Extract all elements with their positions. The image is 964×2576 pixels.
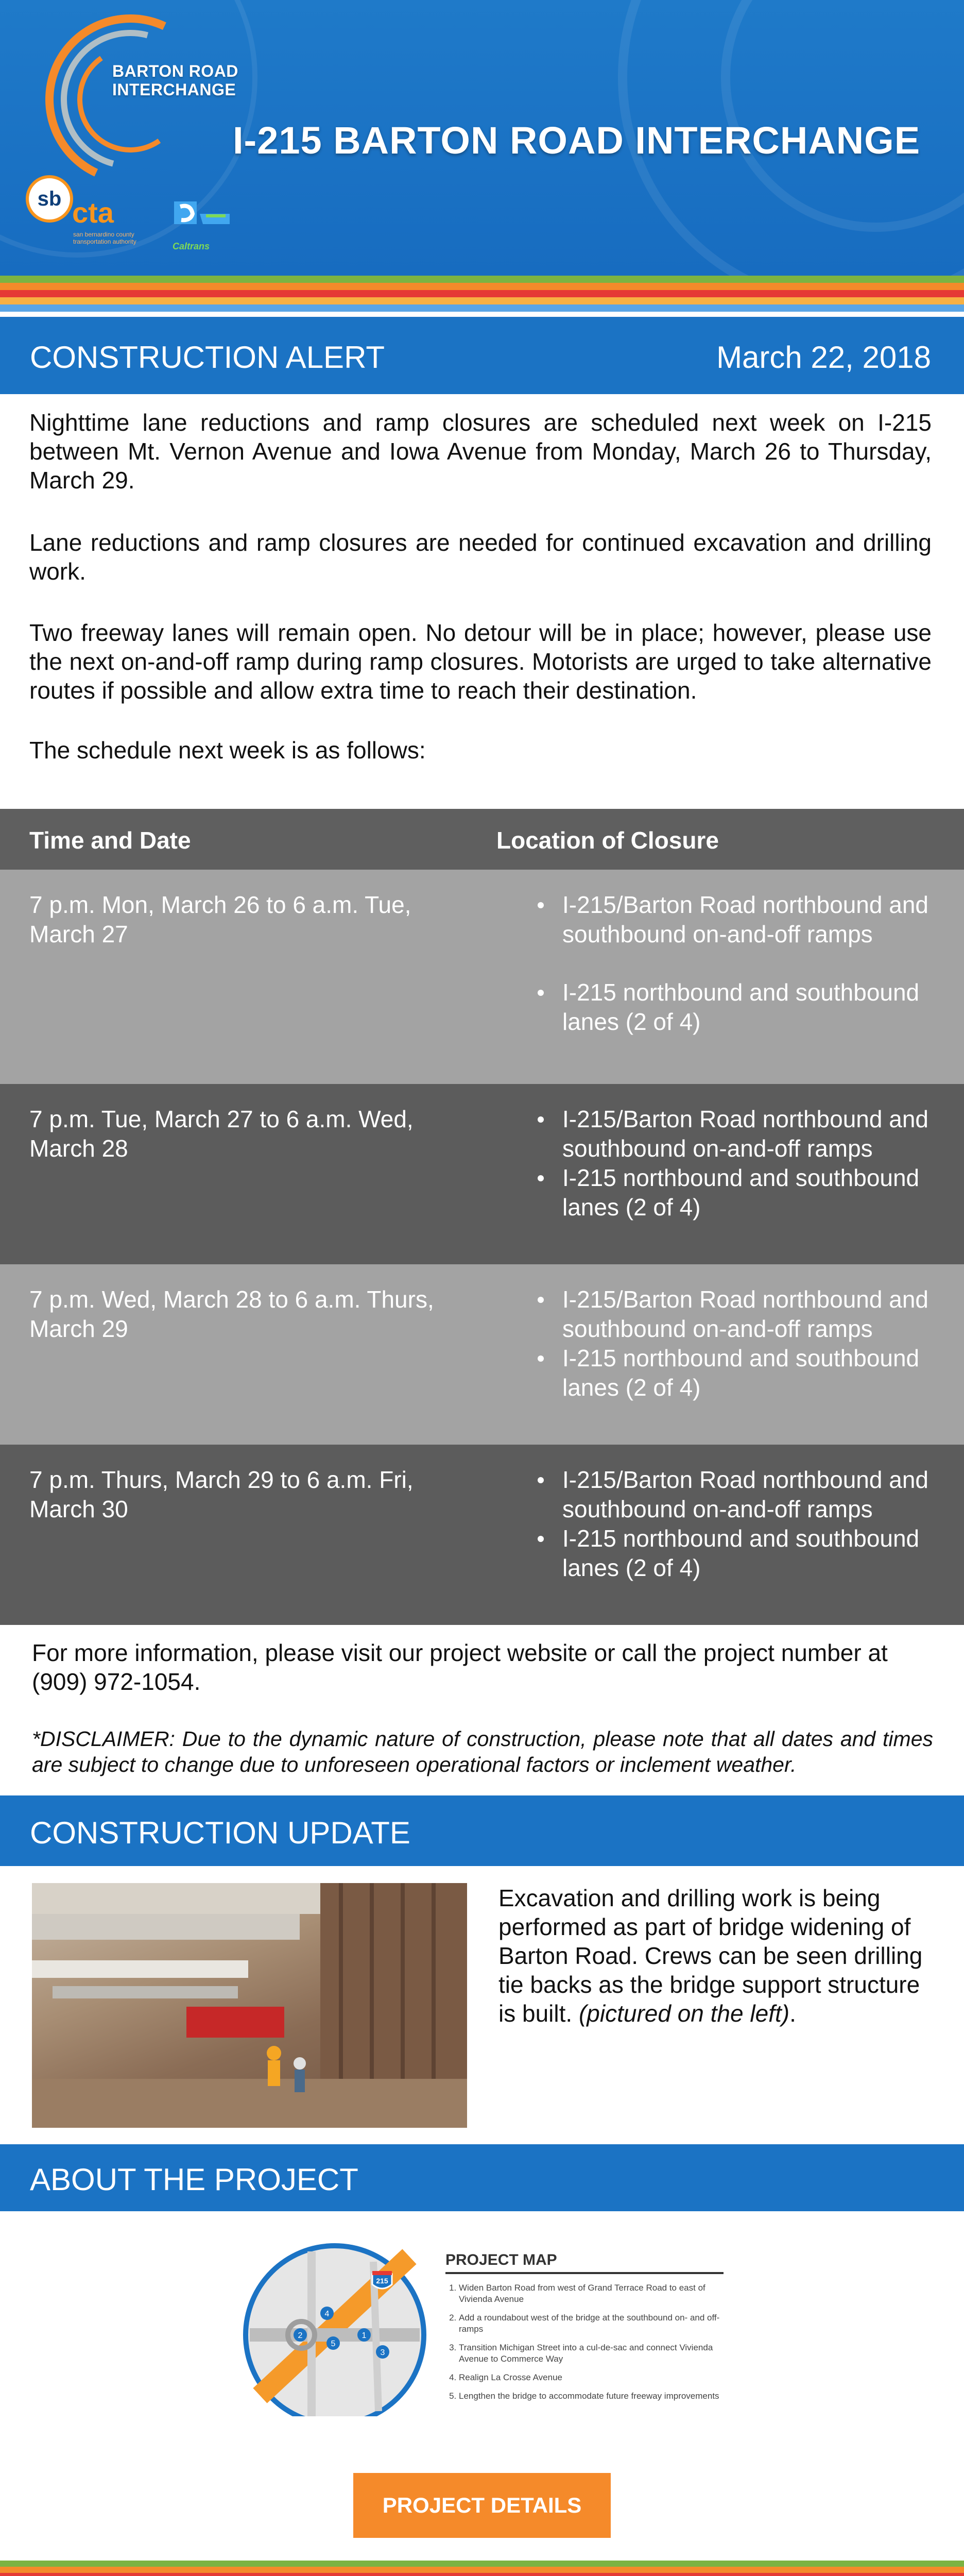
list-item: I-215 northbound and southbound lanes (2 of 4) bbox=[531, 1524, 943, 1583]
table-row bbox=[0, 1264, 964, 1445]
table-row bbox=[0, 1084, 964, 1264]
row-time: 7 p.m. Thurs, March 29 to 6 a.m. Fri, March 30 bbox=[29, 1466, 414, 1522]
page-title: I-215 BARTON ROAD INTERCHANGE bbox=[233, 119, 921, 162]
project-map bbox=[239, 2241, 724, 2416]
update-caption: (pictured on the left) bbox=[578, 2000, 790, 2027]
svg-text:5: 5 bbox=[331, 2340, 336, 2348]
table-row bbox=[0, 870, 964, 1084]
list-item: I-215/Barton Road northbound and southbound on-and-off ramps bbox=[531, 1285, 943, 1344]
caltrans-label: Caltrans bbox=[173, 241, 210, 251]
row-locations bbox=[531, 1285, 943, 1402]
svg-text:3: 3 bbox=[380, 2348, 385, 2357]
alert-date: March 22, 2018 bbox=[716, 340, 931, 375]
sbcta-logo: sb bbox=[26, 175, 73, 223]
map-item: 3. Transition Michigan Street into a cul-de-sac and connect Vivienda Avenue to Commerce Way bbox=[459, 2342, 724, 2365]
row-time: 7 p.m. Wed, March 28 to 6 a.m. Thurs, March 29 bbox=[29, 1286, 434, 1342]
row-time: 7 p.m. Tue, March 27 to 6 a.m. Wed, March 28 bbox=[29, 1106, 414, 1162]
update-label: CONSTRUCTION UPDATE bbox=[30, 1816, 410, 1850]
header-banner bbox=[0, 0, 964, 276]
project-map-legend bbox=[445, 2251, 724, 2402]
list-item: I-215/Barton Road northbound and southbound on-and-off ramps bbox=[531, 890, 943, 949]
list-item: I-215 northbound and southbound lanes (2 of 4) bbox=[531, 1163, 943, 1222]
update-text: Excavation and drilling work is being performed as part of bridge widening of Barton Road. Crews can be seen drilling tie backs as the bridge support structure is built. (pictured on the left). bbox=[498, 1885, 923, 2027]
list-item: I-215 northbound and southbound lanes (2 of 4) bbox=[531, 978, 943, 1037]
alert-paragraph-3: Two freeway lanes will remain open. No detour will be in place; however, please use the next on-and-off ramp during ramp closures. Motorists are urged to take alternative routes if possible and allow extra time to reach their destination. bbox=[29, 619, 932, 704]
logo-text: BARTON ROAD INTERCHANGE bbox=[112, 62, 238, 99]
project-map-graphic bbox=[239, 2241, 435, 2416]
disclaimer-text: *DISCLAIMER: Due to the dynamic nature of construction, please note that all dates and times are subject to change due to unforeseen operational factors or inclement weather. bbox=[32, 1727, 933, 1776]
alert-paragraph-4: The schedule next week is as follows: bbox=[29, 737, 426, 764]
map-item: 4. Realign La Crosse Avenue bbox=[459, 2372, 724, 2383]
row-locations bbox=[531, 890, 943, 1037]
decorative-stripes bbox=[0, 276, 964, 312]
alert-paragraph-2: Lane reductions and ramp closures are needed for continued excavation and drilling work. bbox=[29, 529, 932, 585]
construction-photo bbox=[32, 1883, 467, 2128]
cta-subtitle: san bernardino county transportation authority bbox=[73, 231, 136, 245]
map-item: 5. Lengthen the bridge to accommodate future freeway improvements bbox=[459, 2391, 724, 2402]
about-label: ABOUT THE PROJECT bbox=[30, 2162, 358, 2197]
alert-section-bar bbox=[0, 317, 964, 394]
column-header-location: Location of Closure bbox=[496, 827, 719, 854]
caltrans-logo-icon bbox=[170, 198, 232, 245]
list-item: I-215 northbound and southbound lanes (2 of 4) bbox=[531, 1344, 943, 1402]
cta-logo-text: cta bbox=[72, 196, 114, 229]
column-header-time: Time and Date bbox=[29, 827, 191, 854]
decorative-stripes bbox=[0, 2561, 964, 2576]
svg-text:1: 1 bbox=[361, 2331, 367, 2340]
row-locations bbox=[531, 1105, 943, 1222]
update-section-bar bbox=[0, 1795, 964, 1866]
alert-label: CONSTRUCTION ALERT bbox=[30, 340, 385, 375]
schedule-table-header bbox=[0, 809, 964, 870]
project-details-button[interactable]: PROJECT DETAILS bbox=[353, 2473, 611, 2538]
svg-text:215: 215 bbox=[376, 2277, 388, 2285]
row-locations bbox=[531, 1465, 943, 1583]
about-section-bar bbox=[0, 2144, 964, 2211]
svg-text:2: 2 bbox=[298, 2331, 303, 2340]
row-time: 7 p.m. Mon, March 26 to 6 a.m. Tue, March 27 bbox=[29, 891, 411, 947]
map-title: PROJECT MAP bbox=[445, 2251, 724, 2274]
more-info-text: For more information, please visit our project website or call the project number at (909) 972-1054. bbox=[32, 1639, 888, 1695]
table-row bbox=[0, 1445, 964, 1625]
map-item: 1. Widen Barton Road from west of Grand Terrace Road to east of Vivienda Avenue bbox=[459, 2282, 724, 2305]
list-item: I-215/Barton Road northbound and southbound on-and-off ramps bbox=[531, 1105, 943, 1163]
alert-paragraph-1: Nighttime lane reductions and ramp closures are scheduled next week on I-215 between Mt. Vernon Avenue and Iowa Avenue from Monday, March 26 to Thursday, March 29. bbox=[29, 409, 932, 494]
map-items bbox=[445, 2282, 724, 2402]
map-item: 2. Add a roundabout west of the bridge at the southbound on- and off-ramps bbox=[459, 2312, 724, 2335]
svg-text:4: 4 bbox=[324, 2310, 330, 2318]
list-item: I-215/Barton Road northbound and southbound on-and-off ramps bbox=[531, 1465, 943, 1524]
